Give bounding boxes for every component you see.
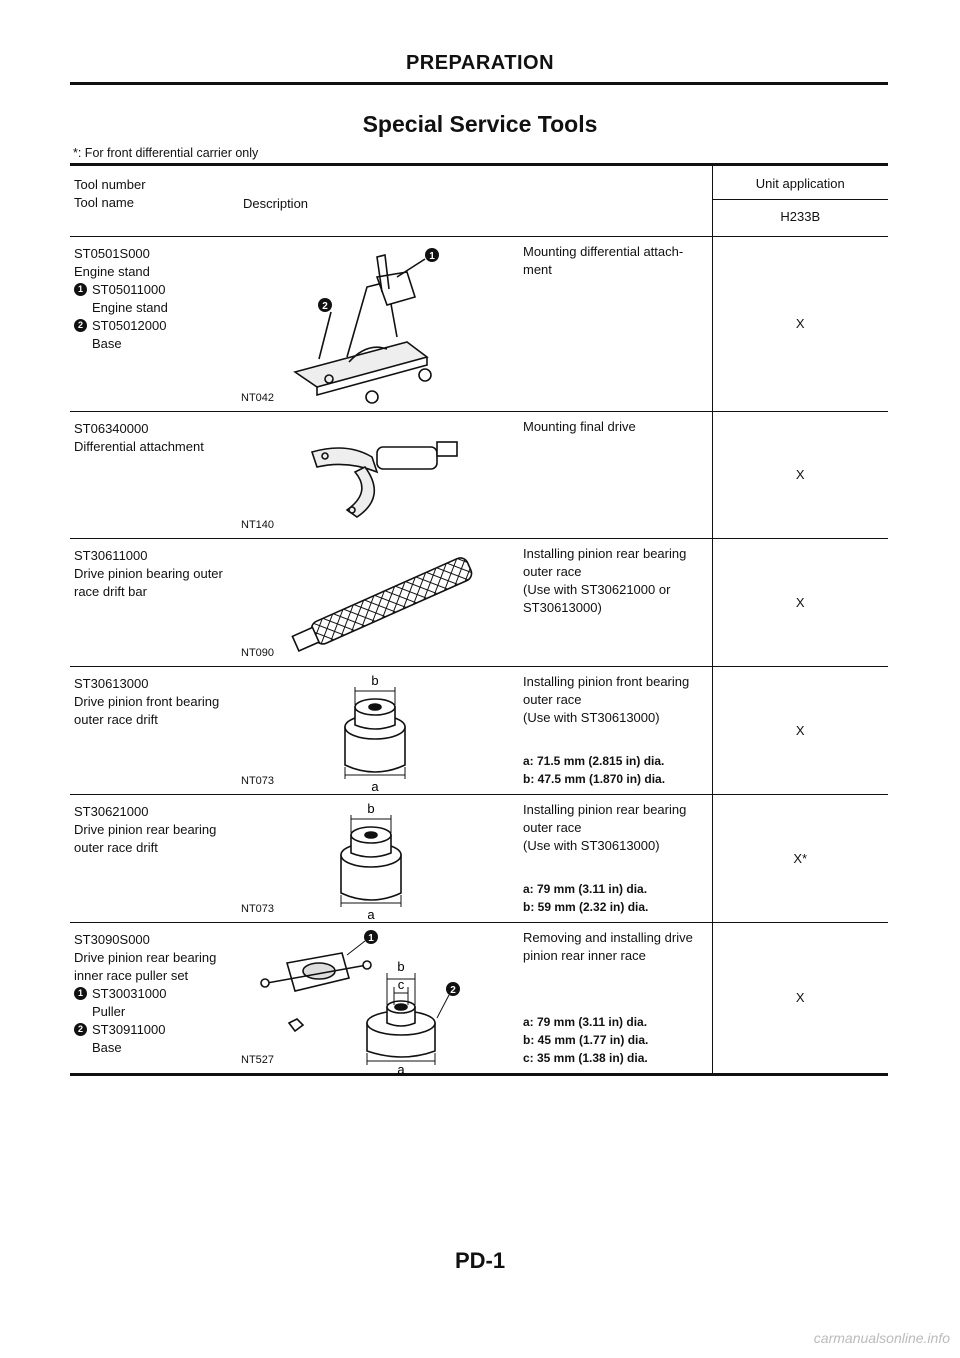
dimension-label-c: c bbox=[397, 977, 405, 992]
illustration-id: NT042 bbox=[241, 392, 275, 404]
callout-1: 1 bbox=[368, 933, 374, 944]
description-line: pinion rear inner race bbox=[523, 948, 646, 963]
illustration-id: NT140 bbox=[241, 519, 275, 531]
description-line: Installing pinion rear bearing bbox=[523, 802, 687, 817]
tool-cell bbox=[70, 412, 237, 539]
illustration-id: NT073 bbox=[241, 903, 275, 915]
callout-2: 2 bbox=[450, 985, 456, 996]
watermark-text: carmanualsonline.info bbox=[813, 1330, 950, 1346]
tool-illustration-cell bbox=[237, 539, 519, 667]
table-row bbox=[70, 667, 888, 795]
illustration-id: NT073 bbox=[241, 775, 275, 787]
description-line: Removing and installing drive bbox=[523, 930, 693, 945]
application-mark: X bbox=[712, 667, 888, 795]
tool-illustration-cell bbox=[237, 237, 519, 412]
dimension-c: c: 35 mm (1.38 in) dia. bbox=[523, 1051, 648, 1065]
description-cell bbox=[519, 237, 712, 412]
section-header: PREPARATION bbox=[405, 52, 555, 74]
dimension-label-a: a bbox=[397, 1062, 405, 1075]
circled-number-icon: 1 bbox=[74, 987, 87, 1000]
description-line: ST30613000) bbox=[523, 600, 602, 615]
header-tool bbox=[70, 165, 237, 237]
description-line: (Use with ST30613000) bbox=[523, 710, 660, 725]
sub-part bbox=[74, 281, 233, 317]
page-number: PD-1 bbox=[454, 1248, 506, 1273]
dimension-a: a: 71.5 mm (2.815 in) dia. bbox=[523, 754, 665, 768]
application-mark: X bbox=[712, 539, 888, 667]
application-mark: X bbox=[712, 412, 888, 539]
dimension-b: b: 59 mm (2.32 in) dia. bbox=[523, 900, 649, 914]
footnote-legend: *: For front differential carrier only bbox=[73, 146, 259, 160]
dimension-b: b: 45 mm (1.77 in) dia. bbox=[523, 1033, 649, 1047]
illustration-id: NT090 bbox=[241, 647, 275, 659]
dimensions bbox=[523, 880, 648, 916]
sub-part bbox=[74, 985, 233, 1021]
tool-number: ST3090S000 bbox=[74, 932, 150, 947]
sub-part bbox=[74, 317, 233, 353]
dimensions bbox=[523, 752, 665, 788]
description-cell bbox=[519, 667, 712, 795]
tool-number: ST06340000 bbox=[74, 421, 149, 436]
page-title: Special Service Tools bbox=[362, 111, 598, 137]
tool-number: ST0501S000 bbox=[74, 246, 150, 261]
part-name: Puller bbox=[92, 1004, 126, 1019]
puller-set-illustration bbox=[237, 923, 519, 1075]
circled-number-icon: 2 bbox=[74, 1023, 87, 1036]
description-cell bbox=[519, 795, 712, 923]
description-line: Installing pinion front bearing bbox=[523, 674, 690, 689]
description-line: Installing pinion rear bearing bbox=[523, 546, 687, 561]
drift-bar-illustration bbox=[237, 539, 519, 667]
tool-number: ST30611000 bbox=[74, 548, 148, 563]
dimension-label-b: b bbox=[371, 673, 379, 688]
tool-illustration-cell bbox=[237, 412, 519, 539]
tool-cell bbox=[70, 795, 237, 923]
tool-name: outer race drift bbox=[74, 840, 158, 855]
illustration-id: NT527 bbox=[241, 1054, 275, 1066]
part-number: ST30031000 bbox=[92, 986, 167, 1001]
header-unit-application: Unit application bbox=[712, 165, 888, 200]
drift-illustration bbox=[237, 795, 519, 923]
tool-number: ST30621000 bbox=[74, 804, 149, 819]
tool-illustration-cell bbox=[237, 795, 519, 923]
description-line: outer race bbox=[523, 692, 582, 707]
description-line: (Use with ST30621000 or bbox=[523, 582, 671, 597]
description-cell bbox=[519, 412, 712, 539]
circled-number-icon: 2 bbox=[74, 319, 87, 332]
tool-name: race drift bar bbox=[74, 584, 147, 599]
description-line: outer race bbox=[523, 820, 582, 835]
tool-illustration-cell bbox=[237, 667, 519, 795]
special-service-tools-table bbox=[70, 163, 888, 1076]
tool-cell bbox=[70, 667, 237, 795]
description-line: outer race bbox=[523, 564, 582, 579]
dimensions bbox=[523, 1013, 648, 1067]
dimension-label-b: b bbox=[397, 959, 405, 974]
dimension-a: a: 79 mm (3.11 in) dia. bbox=[523, 882, 648, 896]
description-line: ment bbox=[523, 262, 552, 277]
description-line: Mounting final drive bbox=[523, 419, 636, 434]
header-tool-name: Tool name bbox=[74, 195, 134, 210]
tool-number: ST30613000 bbox=[74, 676, 149, 691]
drift-illustration bbox=[237, 667, 519, 795]
description-line: (Use with ST30613000) bbox=[523, 838, 660, 853]
tool-cell bbox=[70, 539, 237, 667]
description-cell bbox=[519, 539, 712, 667]
callout-2: 2 bbox=[322, 301, 328, 312]
dimension-b: b: 47.5 mm (1.870 in) dia. bbox=[523, 772, 666, 786]
tool-illustration-cell bbox=[237, 923, 519, 1075]
table-row bbox=[70, 539, 888, 667]
tool-name: Drive pinion rear bearing bbox=[74, 950, 217, 965]
part-name: Base bbox=[92, 336, 122, 351]
description-cell bbox=[519, 923, 712, 1075]
application-mark: X bbox=[712, 923, 888, 1075]
table-row bbox=[70, 412, 888, 539]
tool-name: Differential attachment bbox=[74, 439, 204, 454]
callout-1: 1 bbox=[429, 251, 435, 262]
tool-name: Drive pinion rear bearing bbox=[74, 822, 217, 837]
tool-cell bbox=[70, 237, 237, 412]
tool-name: Engine stand bbox=[74, 264, 150, 279]
tool-name: inner race puller set bbox=[74, 968, 189, 983]
engine-stand-illustration bbox=[237, 237, 519, 412]
header-rule bbox=[70, 82, 888, 85]
part-name: Engine stand bbox=[92, 300, 168, 315]
dimension-label-a: a bbox=[367, 907, 375, 922]
application-mark: X* bbox=[712, 795, 888, 923]
dimension-label-b: b bbox=[367, 801, 375, 816]
description-line: Mounting differential attach- bbox=[523, 244, 684, 259]
tool-name: Drive pinion front bearing bbox=[74, 694, 220, 709]
dimension-label-a: a bbox=[371, 779, 379, 794]
header-description: Description bbox=[237, 165, 712, 237]
table-row bbox=[70, 923, 888, 1075]
differential-attachment-illustration bbox=[237, 412, 519, 539]
sub-part bbox=[74, 1021, 233, 1057]
header-model: H233B bbox=[712, 200, 888, 237]
tool-cell bbox=[70, 923, 237, 1075]
part-name: Base bbox=[92, 1040, 122, 1055]
tool-name: outer race drift bbox=[74, 712, 158, 727]
table-row bbox=[70, 237, 888, 412]
part-number: ST05012000 bbox=[92, 318, 167, 333]
header-tool-number: Tool number bbox=[74, 177, 146, 192]
dimension-a: a: 79 mm (3.11 in) dia. bbox=[523, 1015, 648, 1029]
circled-number-icon: 1 bbox=[74, 283, 87, 296]
tool-name: Drive pinion bearing outer bbox=[74, 566, 223, 581]
application-mark: X bbox=[712, 237, 888, 412]
part-number: ST05011000 bbox=[92, 282, 166, 297]
table-row bbox=[70, 795, 888, 923]
part-number: ST30911000 bbox=[92, 1022, 166, 1037]
